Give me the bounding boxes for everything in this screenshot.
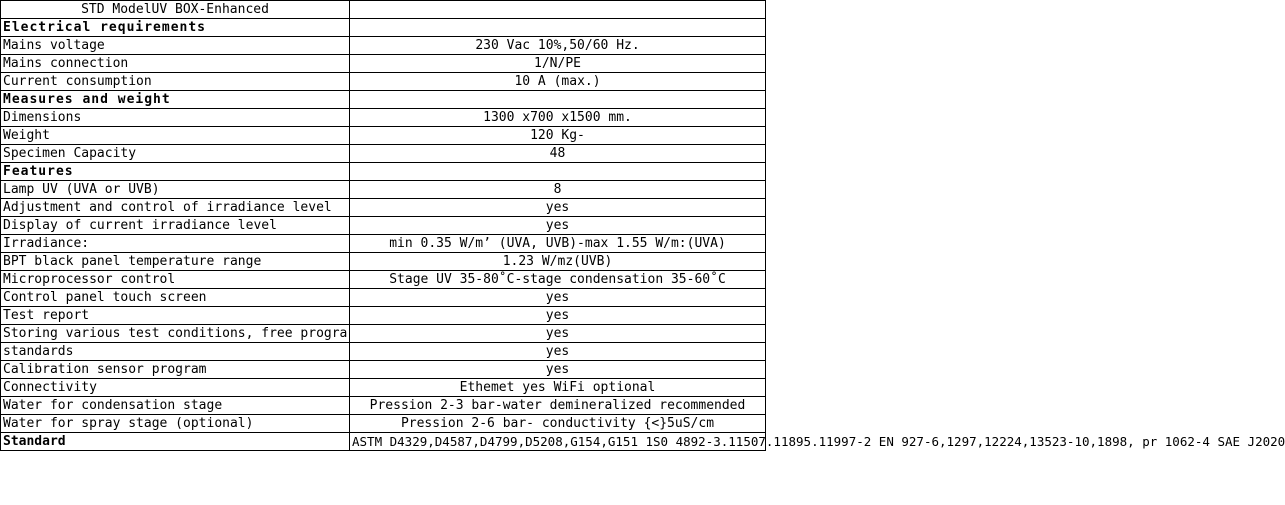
- row-label: Mains voltage: [1, 37, 350, 55]
- table-row: [1, 199, 766, 217]
- row-label: Connectivity: [1, 379, 350, 397]
- row-value: 230 Vac 10%,50/60 Hz.: [350, 37, 766, 55]
- row-value: yes: [350, 217, 766, 235]
- row-value: yes: [350, 361, 766, 379]
- table-row: [1, 181, 766, 199]
- row-label: Current consumption: [1, 73, 350, 91]
- row-value: 120 Kg-: [350, 127, 766, 145]
- title-row: [1, 1, 766, 19]
- table-row: [1, 73, 766, 91]
- section-row: [1, 19, 766, 37]
- row-value: yes: [350, 343, 766, 361]
- standard-label: Standard: [1, 433, 350, 451]
- table-row: [1, 397, 766, 415]
- table-row: [1, 325, 766, 343]
- table-row: [1, 55, 766, 73]
- table-row: [1, 307, 766, 325]
- row-label: Mains connection: [1, 55, 350, 73]
- standard-row: [1, 433, 766, 451]
- section-empty-cell: [350, 91, 766, 109]
- row-label: Test report: [1, 307, 350, 325]
- row-label: Microprocessor control: [1, 271, 350, 289]
- title-empty-cell: [350, 1, 766, 19]
- row-label: Calibration sensor program: [1, 361, 350, 379]
- section-row: [1, 163, 766, 181]
- table-row: [1, 217, 766, 235]
- row-value: Pression 2-3 bar-water demineralized recommended: [350, 397, 766, 415]
- row-value: Ethemet yes WiFi optional: [350, 379, 766, 397]
- table-row: [1, 235, 766, 253]
- row-label: Specimen Capacity: [1, 145, 350, 163]
- section-measures: Measures and weight: [1, 91, 350, 109]
- section-empty-cell: [350, 163, 766, 181]
- row-value: yes: [350, 199, 766, 217]
- row-label: Control panel touch screen: [1, 289, 350, 307]
- section-electrical: Electrical requirements: [1, 19, 350, 37]
- row-label: Storing various test conditions, free progra: [1, 325, 350, 343]
- row-value: 8: [350, 181, 766, 199]
- row-value: Stage UV 35-80˚C-stage condensation 35-60˚C: [350, 271, 766, 289]
- table-row: [1, 253, 766, 271]
- table-row: [1, 379, 766, 397]
- table-row: [1, 289, 766, 307]
- row-label: Dimensions: [1, 109, 350, 127]
- row-label: Display of current irradiance level: [1, 217, 350, 235]
- row-value: 1/N/PE: [350, 55, 766, 73]
- section-empty-cell: [350, 19, 766, 37]
- row-value: Pression 2-6 bar- conductivity {<}5uS/cm: [350, 415, 766, 433]
- row-label: Weight: [1, 127, 350, 145]
- row-label: Water for spray stage (optional): [1, 415, 350, 433]
- row-value: yes: [350, 325, 766, 343]
- row-value: min 0.35 W/m’ (UVA, UVB)-max 1.55 W/m:(UVA): [350, 235, 766, 253]
- row-label: Lamp UV (UVA or UVB): [1, 181, 350, 199]
- table-row: [1, 145, 766, 163]
- row-value: yes: [350, 307, 766, 325]
- row-label: Adjustment and control of irradiance level: [1, 199, 350, 217]
- row-value: 10 A (max.): [350, 73, 766, 91]
- table-row: [1, 343, 766, 361]
- row-label: Water for condensation stage: [1, 397, 350, 415]
- row-value: yes: [350, 289, 766, 307]
- section-row: [1, 91, 766, 109]
- row-label: BPT black panel temperature range: [1, 253, 350, 271]
- table-row: [1, 109, 766, 127]
- row-label: standards: [1, 343, 350, 361]
- table-row: [1, 127, 766, 145]
- row-label: Irradiance:: [1, 235, 350, 253]
- section-features: Features: [1, 163, 350, 181]
- standard-value: ASTM D4329,D4587,D4799,D5208,G154,G151 1S0 4892-3.11507.11895.11997-2 EN 927-6,1297,12224,13523-10,1898, pr 1062-4 SAE J2020: [350, 433, 766, 451]
- row-value: 1.23 W/mz(UVB): [350, 253, 766, 271]
- table-row: [1, 37, 766, 55]
- model-title: STD ModelUV BOX-Enhanced: [1, 1, 350, 19]
- row-value: 1300 x700 x1500 mm.: [350, 109, 766, 127]
- table-row: [1, 415, 766, 433]
- table-row: [1, 361, 766, 379]
- table-row: [1, 271, 766, 289]
- row-value: 48: [350, 145, 766, 163]
